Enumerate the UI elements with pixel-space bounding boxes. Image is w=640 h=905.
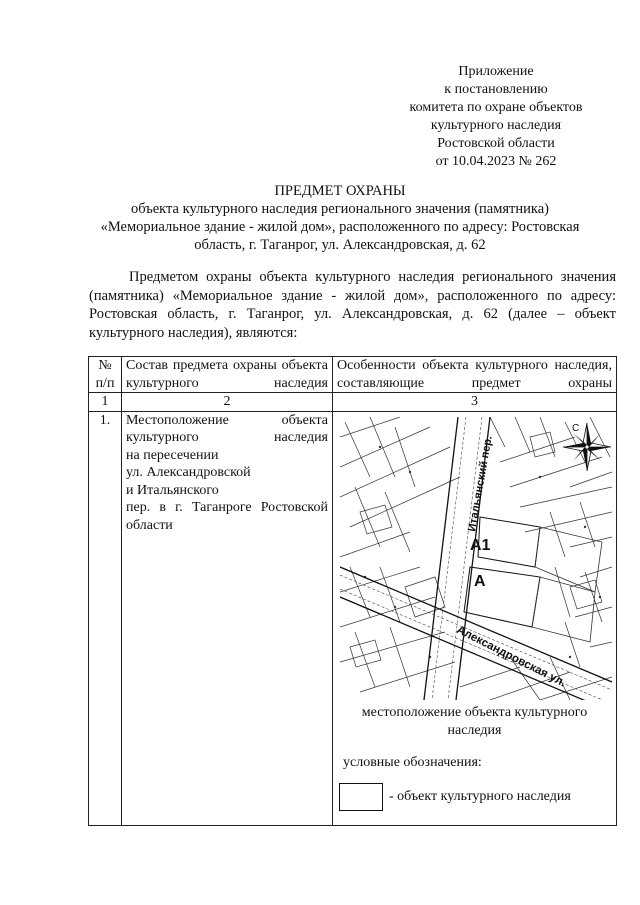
header-number-line2: п/п: [95, 375, 115, 391]
description-line: Местоположение объекта: [126, 412, 328, 428]
description-line: и Итальянского: [126, 482, 219, 498]
numbering-cell: 2: [122, 393, 333, 412]
appendix-block: [400, 63, 592, 171]
compass-north-label: С: [572, 422, 580, 434]
appendix-line: комитета по охране объектов: [409, 100, 583, 115]
row-description: [122, 411, 333, 826]
appendix-line: культурного наследия: [430, 118, 562, 133]
row-number: 1.: [89, 411, 122, 826]
numbering-cell: 3: [333, 393, 617, 412]
legend-title: условные обозначения:: [343, 754, 482, 770]
row-features: [333, 411, 617, 826]
header-number-line1: №: [98, 358, 112, 373]
legend-row: [339, 783, 612, 811]
table-row: [89, 411, 617, 826]
description-line: ул. Александровской: [126, 465, 251, 480]
table-numbering-row: [89, 393, 617, 412]
location-map: [340, 417, 612, 700]
title-line: «Мемориальное здание - жилой дом», расположенного по адресу: Ростовская: [100, 219, 580, 235]
appendix-line: к постановлению: [444, 82, 548, 97]
label-a: А: [474, 572, 486, 590]
table-header-row: [89, 357, 617, 393]
street-label-aleksandrovskaya: Александровская ул.: [454, 623, 568, 689]
appendix-line: Ростовской области: [437, 136, 555, 151]
title-heading: ПРЕДМЕТ ОХРАНЫ: [274, 183, 406, 199]
intro-paragraph: Предметом охраны объекта культурного наследия регионального значения (памятника) «Мемориальное здание - жилой дом», расположенного по адресу: Ростовская область, г. Таганрог, ул. Александровская, д. 62 (далее – объект культурного наследия), являются:: [89, 269, 616, 341]
header-composition: Состав предмета охраны объекта культурного наследия: [122, 357, 333, 393]
document-title: [40, 182, 640, 254]
map-caption: местоположение объекта культурного наследия: [361, 704, 588, 738]
protection-subject-table: [88, 356, 617, 826]
legend-text: - объект культурного наследия: [389, 789, 571, 805]
legend-symbol: [339, 783, 383, 811]
header-features: Особенности объекта культурного наследия, составляющие предмет охраны: [333, 357, 617, 393]
description-line: на пересечении: [126, 447, 219, 463]
numbering-cell: 1: [89, 393, 122, 412]
description-line: пер. в г. Таганроге Ростовской: [126, 500, 328, 515]
description-line: культурного наследия: [126, 430, 328, 445]
title-line: область, г. Таганрог, ул. Александровская, д. 62: [194, 237, 486, 253]
label-a1: А1: [470, 536, 491, 554]
appendix-line: от 10.04.2023 № 262: [435, 154, 557, 169]
header-number: [89, 357, 122, 393]
description-line: области: [126, 517, 173, 533]
appendix-line: Приложение: [458, 64, 534, 79]
street-label-italianskiy: Итальянский пер.: [466, 434, 495, 533]
map-image: [340, 417, 612, 700]
title-line: объекта культурного наследия регионального значения (памятника): [130, 201, 550, 217]
